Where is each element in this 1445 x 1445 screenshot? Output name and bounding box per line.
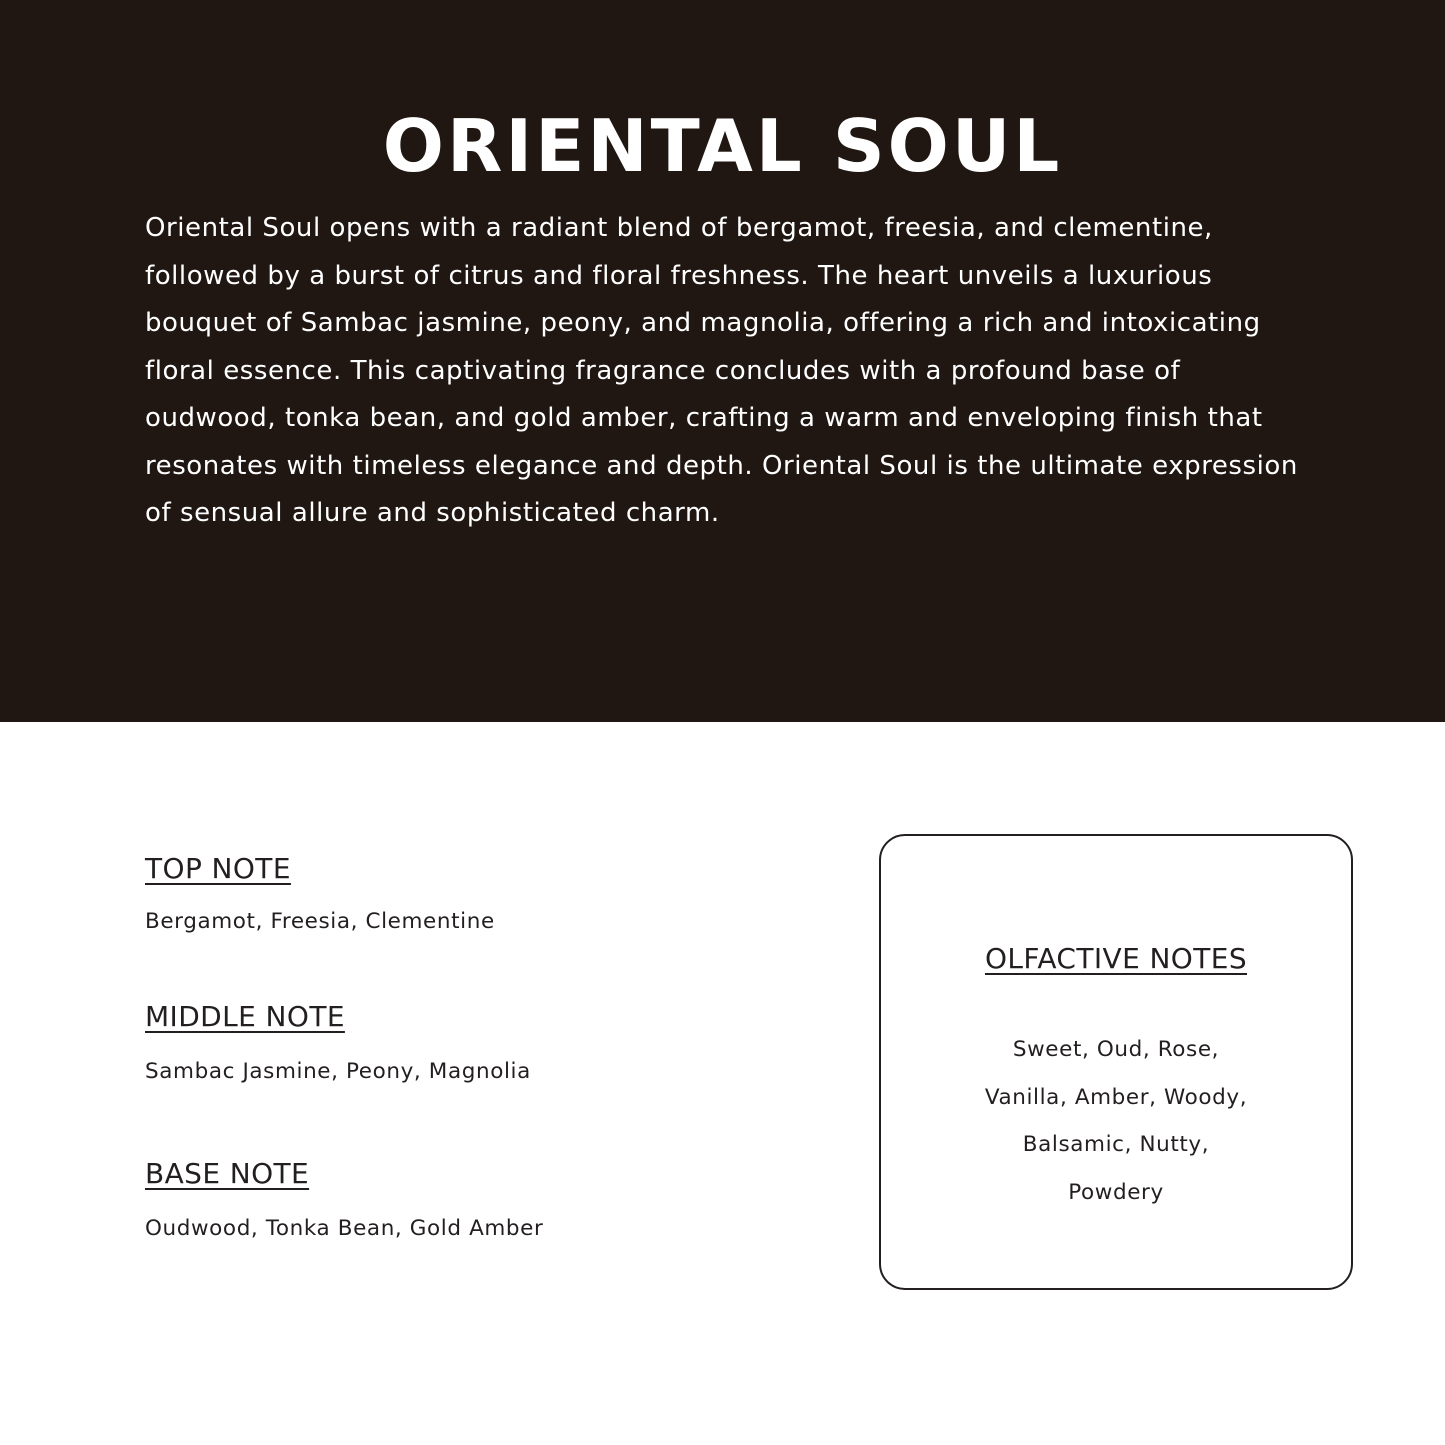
top-note-heading: TOP NOTE	[145, 852, 291, 885]
product-description: Oriental Soul opens with a radiant blend of bergamot, freesia, and clementine, followed by a burst of citrus and floral freshness. The heart unveils a luxurious bouquet of Sambac jasmine, peony, and magnolia, offering a rich and intoxicating floral essence. This captivating fragrance concludes with a profound base of oudwood, tonka bean, and gold amber, crafting a warm and enveloping finish that resonates with timeless elegance and depth. Oriental Soul is the ultimate expression of sensual allure and sophisticated charm.	[145, 213, 1298, 528]
olfactive-notes-heading: OLFACTIVE NOTES	[984, 942, 1248, 975]
base-note-heading: BASE NOTE	[145, 1157, 310, 1190]
olfactive-notes-list	[881, 1026, 1351, 1216]
product-title: ORIENTAL SOUL	[382, 104, 1063, 188]
olfactive-notes-line: Powdery	[1068, 1179, 1164, 1205]
base-note-value: Oudwood, Tonka Bean, Gold Amber	[145, 1216, 544, 1241]
hero-banner	[0, 0, 1445, 722]
olfactive-notes-line: Vanilla, Amber, Woody,	[984, 1084, 1248, 1110]
middle-note-heading: MIDDLE NOTE	[145, 1000, 345, 1033]
top-note-value: Bergamot, Freesia, Clementine	[145, 909, 495, 934]
olfactive-notes-line: Balsamic, Nutty,	[1022, 1132, 1210, 1157]
olfactive-notes-card	[879, 834, 1353, 1290]
middle-note-value: Sambac Jasmine, Peony, Magnolia	[145, 1059, 531, 1084]
olfactive-notes-line: Sweet, Oud, Rose,	[1012, 1037, 1220, 1062]
